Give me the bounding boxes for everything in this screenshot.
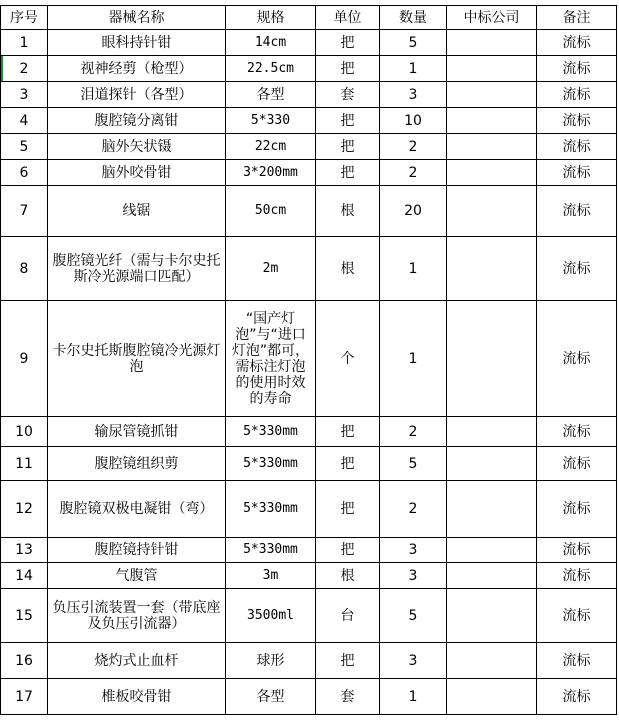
cell-qty[interactable]: 1 bbox=[380, 237, 447, 301]
cell-no[interactable]: 4 bbox=[1, 108, 48, 134]
header-cell-name[interactable]: 器械名称 bbox=[48, 6, 226, 30]
cell-no[interactable]: 1 bbox=[1, 30, 48, 56]
cell-name[interactable]: 脑外矢状镊 bbox=[48, 134, 226, 160]
cell-note[interactable]: 流标 bbox=[537, 481, 617, 538]
cell-name[interactable]: 腹腔镜分离钳 bbox=[48, 108, 226, 134]
cell-note[interactable]: 流标 bbox=[537, 237, 617, 301]
cell-qty[interactable]: 5 bbox=[380, 589, 447, 643]
cell-spec[interactable]: 50cm bbox=[226, 186, 316, 237]
cell-note[interactable]: 流标 bbox=[537, 30, 617, 56]
cell-company[interactable] bbox=[447, 186, 537, 237]
table-row bbox=[1, 186, 617, 237]
cell-no[interactable]: 7 bbox=[1, 186, 48, 237]
cell-spec[interactable]: 2m bbox=[226, 237, 316, 301]
cell-note[interactable]: 流标 bbox=[537, 82, 617, 108]
table-row bbox=[1, 301, 617, 417]
header-cell-company[interactable]: 中标公司 bbox=[447, 6, 537, 30]
cell-name[interactable]: 气腹管 bbox=[48, 563, 226, 589]
cell-qty[interactable]: 2 bbox=[380, 134, 447, 160]
cell-spec[interactable]: 3500ml bbox=[226, 589, 316, 643]
cell-spec[interactable]: 5*330 bbox=[226, 108, 316, 134]
header-cell-note[interactable]: 备注 bbox=[537, 6, 617, 30]
cell-company[interactable] bbox=[447, 563, 537, 589]
table-row bbox=[1, 563, 617, 589]
cell-note[interactable]: 流标 bbox=[537, 301, 617, 417]
cell-no-text: 2 bbox=[19, 60, 29, 77]
cell-name[interactable]: 线锯 bbox=[48, 186, 226, 237]
cell-no[interactable]: 12 bbox=[1, 481, 48, 538]
cell-spec[interactable]: 5*330mm bbox=[226, 447, 316, 481]
cell-company[interactable] bbox=[447, 481, 537, 538]
table-row bbox=[1, 481, 617, 538]
cell-spec[interactable]: 5*330mm bbox=[226, 481, 316, 538]
cell-company[interactable] bbox=[447, 301, 537, 417]
cell-unit[interactable]: 套 bbox=[316, 82, 380, 108]
cell-company[interactable] bbox=[447, 160, 537, 186]
cell-note[interactable]: 流标 bbox=[537, 563, 617, 589]
table-row bbox=[1, 679, 617, 715]
cell-unit[interactable]: 台 bbox=[316, 589, 380, 643]
cell-note[interactable]: 流标 bbox=[537, 134, 617, 160]
header-cell-unit[interactable]: 单位 bbox=[316, 6, 380, 30]
cell-no[interactable]: 5 bbox=[1, 134, 48, 160]
cell-unit[interactable]: 把 bbox=[316, 30, 380, 56]
cell-unit[interactable]: 根 bbox=[316, 563, 380, 589]
cell-name[interactable]: 腹腔镜组织剪 bbox=[48, 447, 226, 481]
cell-company[interactable] bbox=[447, 82, 537, 108]
cell-qty[interactable]: 3 bbox=[380, 643, 447, 679]
cell-company[interactable] bbox=[447, 108, 537, 134]
cell-qty[interactable]: 1 bbox=[380, 301, 447, 417]
cell-name[interactable]: 腹腔镜持针钳 bbox=[48, 538, 226, 563]
cell-spec[interactable]: 各型 bbox=[226, 679, 316, 715]
table-row bbox=[1, 447, 617, 481]
cell-company[interactable] bbox=[447, 447, 537, 481]
cell-qty[interactable]: 3 bbox=[380, 563, 447, 589]
cell-spec[interactable]: 5*330mm bbox=[226, 417, 316, 447]
cell-qty[interactable]: 2 bbox=[380, 160, 447, 186]
cell-qty[interactable]: 1 bbox=[380, 56, 447, 82]
cell-no[interactable]: 14 bbox=[1, 563, 48, 589]
header-row bbox=[1, 6, 617, 30]
cell-note[interactable]: 流标 bbox=[537, 538, 617, 563]
cell-spec[interactable]: 3m bbox=[226, 563, 316, 589]
cell-spec[interactable]: 14cm bbox=[226, 30, 316, 56]
cell-name[interactable]: 脑外咬骨钳 bbox=[48, 160, 226, 186]
cell-name[interactable]: 腹腔镜双极电凝钳（弯） bbox=[48, 481, 226, 538]
cell-note[interactable]: 流标 bbox=[537, 56, 617, 82]
table-row bbox=[1, 589, 617, 643]
cell-note[interactable]: 流标 bbox=[537, 643, 617, 679]
header-cell-no[interactable]: 序号 bbox=[1, 6, 48, 30]
cell-no[interactable]: 15 bbox=[1, 589, 48, 643]
cell-note[interactable]: 流标 bbox=[537, 589, 617, 643]
cell-company[interactable] bbox=[447, 237, 537, 301]
cell-qty[interactable]: 3 bbox=[380, 538, 447, 563]
cell-spec[interactable]: 球形 bbox=[226, 643, 316, 679]
table-row bbox=[1, 134, 617, 160]
table-row bbox=[1, 237, 617, 301]
cell-unit[interactable]: 把 bbox=[316, 160, 380, 186]
cell-company[interactable] bbox=[447, 417, 537, 447]
cell-company[interactable] bbox=[447, 538, 537, 563]
cell-unit[interactable]: 套 bbox=[316, 679, 380, 715]
cell-unit[interactable]: 把 bbox=[316, 643, 380, 679]
cell-no[interactable]: 3 bbox=[1, 82, 48, 108]
cell-qty[interactable]: 2 bbox=[380, 481, 447, 538]
table-row bbox=[1, 82, 617, 108]
cell-name[interactable]: 视神经剪（枪型） bbox=[48, 56, 226, 82]
cell-no[interactable]: 16 bbox=[1, 643, 48, 679]
cell-no[interactable]: 17 bbox=[1, 679, 48, 715]
cell-no[interactable] bbox=[1, 56, 48, 82]
cell-no[interactable]: 10 bbox=[1, 417, 48, 447]
cell-unit[interactable]: 根 bbox=[316, 186, 380, 237]
cell-note[interactable]: 流标 bbox=[537, 447, 617, 481]
cell-no[interactable]: 9 bbox=[1, 301, 48, 417]
cell-unit[interactable]: 把 bbox=[316, 108, 380, 134]
cell-unit[interactable]: 把 bbox=[316, 447, 380, 481]
table-row bbox=[1, 417, 617, 447]
table-row bbox=[1, 30, 617, 56]
header-cell-qty[interactable]: 数量 bbox=[380, 6, 447, 30]
cell-unit[interactable]: 根 bbox=[316, 237, 380, 301]
cell-no[interactable]: 11 bbox=[1, 447, 48, 481]
cell-company[interactable] bbox=[447, 56, 537, 82]
cell-unit[interactable]: 个 bbox=[316, 301, 380, 417]
table-row bbox=[1, 108, 617, 134]
cell-qty[interactable]: 3 bbox=[380, 82, 447, 108]
cell-unit[interactable]: 把 bbox=[316, 417, 380, 447]
cell-note[interactable]: 流标 bbox=[537, 679, 617, 715]
cell-note[interactable]: 流标 bbox=[537, 186, 617, 237]
cell-no[interactable]: 13 bbox=[1, 538, 48, 563]
cell-qty[interactable]: 1 bbox=[380, 679, 447, 715]
cell-company[interactable] bbox=[447, 679, 537, 715]
cell-company[interactable] bbox=[447, 589, 537, 643]
cell-name[interactable]: 眼科持针钳 bbox=[48, 30, 226, 56]
cell-note[interactable]: 流标 bbox=[537, 108, 617, 134]
active-cell-marker bbox=[1, 56, 3, 81]
cell-spec[interactable]: “国产灯泡”与“进口灯泡”都可，需标注灯泡的使用时效的寿命 bbox=[226, 301, 316, 417]
cell-unit[interactable]: 把 bbox=[316, 481, 380, 538]
cell-name[interactable]: 泪道探针（各型） bbox=[48, 82, 226, 108]
table-row bbox=[1, 538, 617, 563]
cell-company[interactable] bbox=[447, 30, 537, 56]
cell-name[interactable]: 卡尔史托斯腹腔镜冷光源灯泡 bbox=[48, 301, 226, 417]
cell-qty[interactable]: 5 bbox=[380, 447, 447, 481]
cell-company[interactable] bbox=[447, 643, 537, 679]
cell-name[interactable]: 腹腔镜光纤（需与卡尔史托斯冷光源端口匹配） bbox=[48, 237, 226, 301]
cell-no[interactable]: 6 bbox=[1, 160, 48, 186]
table-row bbox=[1, 643, 617, 679]
cell-unit[interactable]: 把 bbox=[316, 538, 380, 563]
cell-spec[interactable]: 5*330mm bbox=[226, 538, 316, 563]
cell-no[interactable]: 8 bbox=[1, 237, 48, 301]
table-row bbox=[1, 160, 617, 186]
cell-name[interactable]: 输尿管镜抓钳 bbox=[48, 417, 226, 447]
cell-note[interactable]: 流标 bbox=[537, 160, 617, 186]
cell-note[interactable]: 流标 bbox=[537, 417, 617, 447]
cell-name[interactable]: 椎板咬骨钳 bbox=[48, 679, 226, 715]
cell-name[interactable]: 负压引流装置一套（带底座及负压引流器） bbox=[48, 589, 226, 643]
header-cell-spec[interactable]: 规格 bbox=[226, 6, 316, 30]
cell-qty[interactable]: 2 bbox=[380, 417, 447, 447]
cell-spec[interactable]: 各型 bbox=[226, 82, 316, 108]
cell-qty[interactable]: 10 bbox=[380, 108, 447, 134]
table-row bbox=[1, 56, 617, 82]
cell-unit[interactable]: 把 bbox=[316, 134, 380, 160]
cell-qty[interactable]: 5 bbox=[380, 30, 447, 56]
instrument-table bbox=[0, 5, 617, 715]
cell-spec[interactable]: 3*200mm bbox=[226, 160, 316, 186]
cell-spec[interactable]: 22.5cm bbox=[226, 56, 316, 82]
cell-spec[interactable]: 22cm bbox=[226, 134, 316, 160]
cell-unit[interactable]: 把 bbox=[316, 56, 380, 82]
cell-company[interactable] bbox=[447, 134, 537, 160]
cell-name[interactable]: 烧灼式止血杆 bbox=[48, 643, 226, 679]
cell-qty[interactable]: 20 bbox=[380, 186, 447, 237]
